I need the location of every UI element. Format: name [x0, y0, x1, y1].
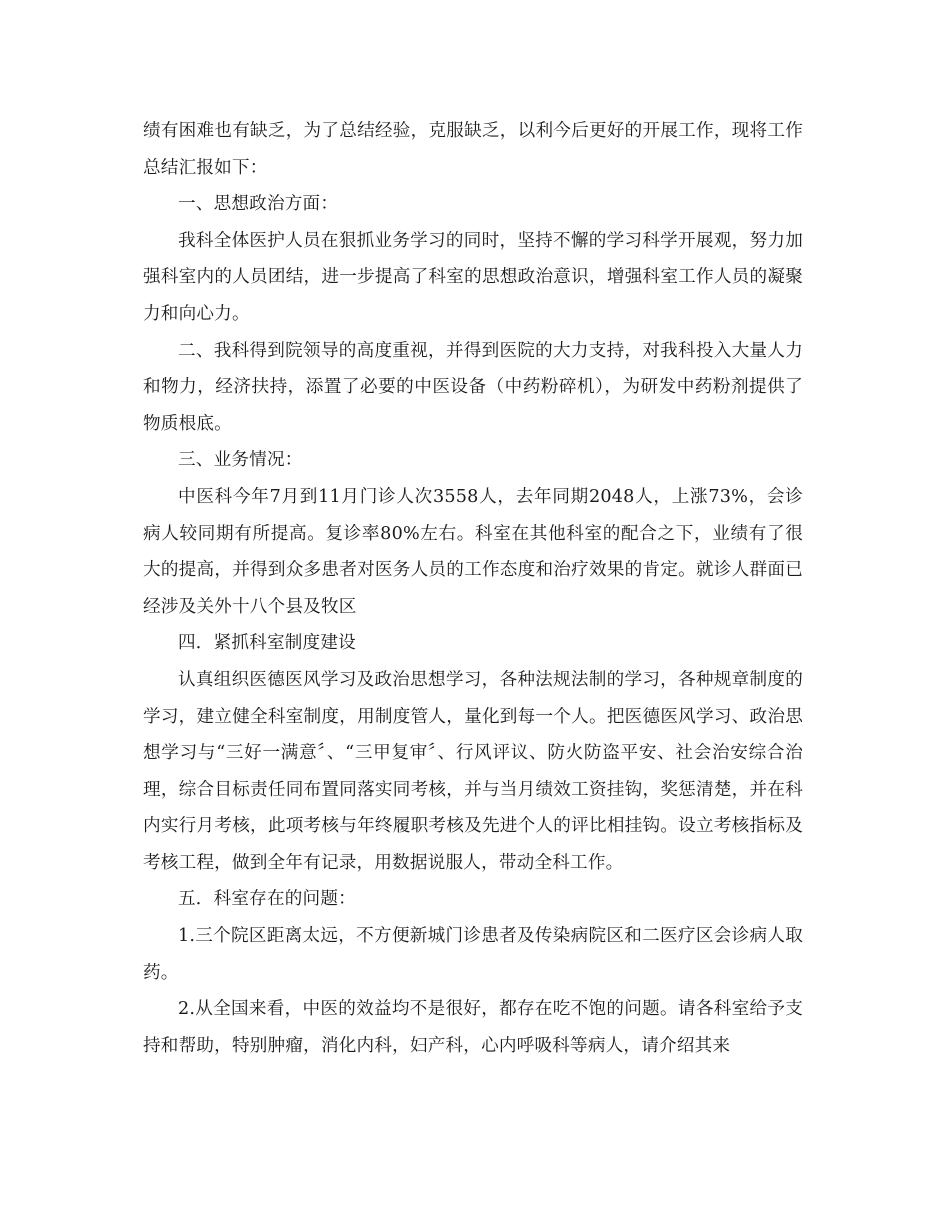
- paragraph-intro-continuation: 绩有困难也有缺乏，为了总结经验，克服缺乏，以利今后更好的开展工作，现将工作总结汇报如下：: [143, 121, 803, 178]
- paragraph-problem-1: 1.三个院区距离太远，不方便新城门诊患者及传染病院区和二医疗区会诊病人取药。: [143, 926, 803, 983]
- paragraph-business-situation: 中医科今年7月到11月门诊人次3558人，去年同期2048人，上涨73%，会诊病人较同期有所提高。复诊率80%左右。科室在其他科室的配合之下，业绩有了很大的提高，并得到众多患者对医务人员的工作态度和治疗效果的肯定。就诊人群面已经涉及关外十八个县及牧区: [143, 486, 803, 617]
- paragraph-political-thought: 我科全体医护人员在狠抓业务学习的同时，坚持不懈的学习科学开展观，努力加强科室内的人员团结，进一步提高了科室的思想政治意识，增强科室工作人员的凝聚力和向心力。: [143, 230, 803, 324]
- document-body: [143, 113, 803, 1064]
- heading-existing-problems: 五．科室存在的问题：: [178, 889, 356, 910]
- paragraph-system-construction: 认真组织医德医风学习及政治思想学习，各种法规法制的学习，各种规章制度的学习，建立健全科室制度，用制度管人，量化到每一个人。把医德医风学习、政治思想学习与“三好一满意〞、“三甲复审〞、行风评议、防火防盗平安、社会治安综合治理，综合目标责任同布置同落实同考核，并与当月绩效工资挂钩，奖惩清楚，并在科内实行月考核，此项考核与年终履职考核及先进个人的评比相挂钩。设立考核指标及考核工程，做到全年有记录，用数据说服人，带动全科工作。: [143, 669, 803, 873]
- heading-system-construction: 四．紧抓科室制度建设: [178, 633, 356, 654]
- heading-political-thought: 一、思想政治方面：: [178, 194, 339, 215]
- paragraph-problem-2: 2.从全国来看，中医的效益均不是很好，都存在吃不饱的问题。请各科室给予支持和帮助，特别肿瘤，消化内科，妇产科，心内呼吸科等病人，请介绍其来: [143, 999, 803, 1056]
- paragraph-hospital-support: 二、我科得到院领导的高度重视，并得到医院的大力支持，对我科投入大量人力和物力，经济扶持，添置了必要的中医设备（中药粉碎机），为研发中药粉剂提供了物质根底。: [143, 340, 803, 434]
- heading-business-situation: 三、业务情况：: [178, 450, 303, 471]
